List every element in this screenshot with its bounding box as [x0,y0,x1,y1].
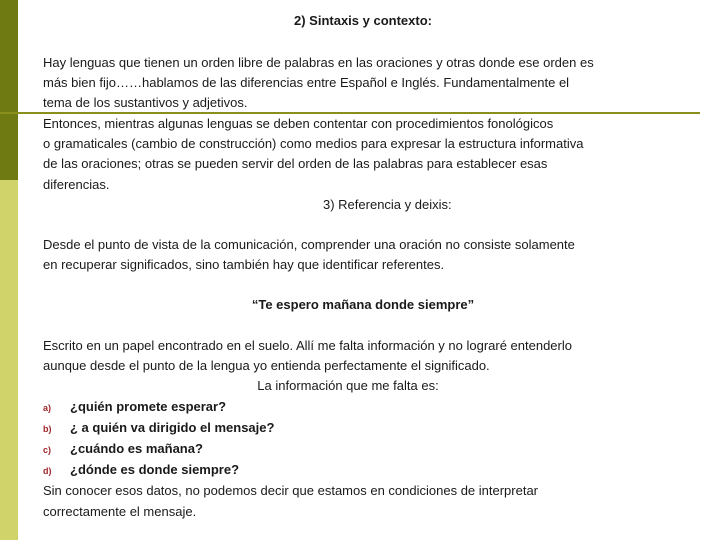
text-line: tema de los sustantivos y adjetivos. [43,95,248,111]
text-line: Desde el punto de vista de la comunicación, comprender una oración no consiste solamente [43,237,575,252]
text-line: en recuperar significados, sino también hay que identificar referentes. [43,257,445,273]
question-label: b) [43,423,52,434]
text-line: diferencias. [43,176,110,192]
text-line: de las oraciones; otras se pueden servir del orden de las palabras para establecer esas [43,156,548,172]
question-text: ¿dónde es donde siempre? [70,462,240,478]
paragraph-communication [43,235,683,275]
text-line: aunque desde el punto de la lengua yo entienda perfectamente el significado. [43,358,490,374]
example-quote: “Te espero mañana donde siempre” [251,297,475,312]
text-line: correctamente el mensaje. [43,503,197,519]
question-text: ¿ a quién va dirigido el mensaje? [70,419,275,435]
question-label: c) [43,445,52,456]
question-label: d) [43,466,52,477]
question-item [43,439,683,460]
question-text: ¿cuándo es mañana? [70,441,203,457]
question-text: ¿quién promete esperar? [70,398,227,414]
question-item [43,397,683,418]
paragraph-word-order [43,53,683,114]
left-accent-bar-top [0,0,18,180]
paragraph-procedures [43,114,683,195]
paragraph-example-context [43,336,683,522]
question-label: a) [43,402,52,413]
text-line: Hay lenguas que tienen un orden libre de palabras en las oraciones y otras donde ese orden es [43,55,594,70]
text-line: más bien fijo……hablamos de las diferencias entre Español e Inglés. Fundamentalmente el [43,75,570,91]
left-accent-bar-bottom [0,180,18,540]
question-item [43,460,683,481]
text-line: Escrito en un papel encontrado en el suelo. Allí me falta información y no lograré entenderlo [43,338,572,353]
text-line: Sin conocer esos datos, no podemos decir que estamos en condiciones de interpretar [43,483,539,499]
missing-info-label: La información que me falta es: [257,378,439,394]
section-heading-syntax: 2) Sintaxis y contexto: [294,13,432,28]
text-line: o gramaticales (cambio de construcción) como medios para expresar la estructura informativa [43,136,584,152]
text-line: Entonces, mientras algunas lenguas se deben contentar con procedimientos fonológicos [43,116,554,131]
section-heading-reference: 3) Referencia y deixis: [323,197,452,212]
question-item [43,418,683,439]
